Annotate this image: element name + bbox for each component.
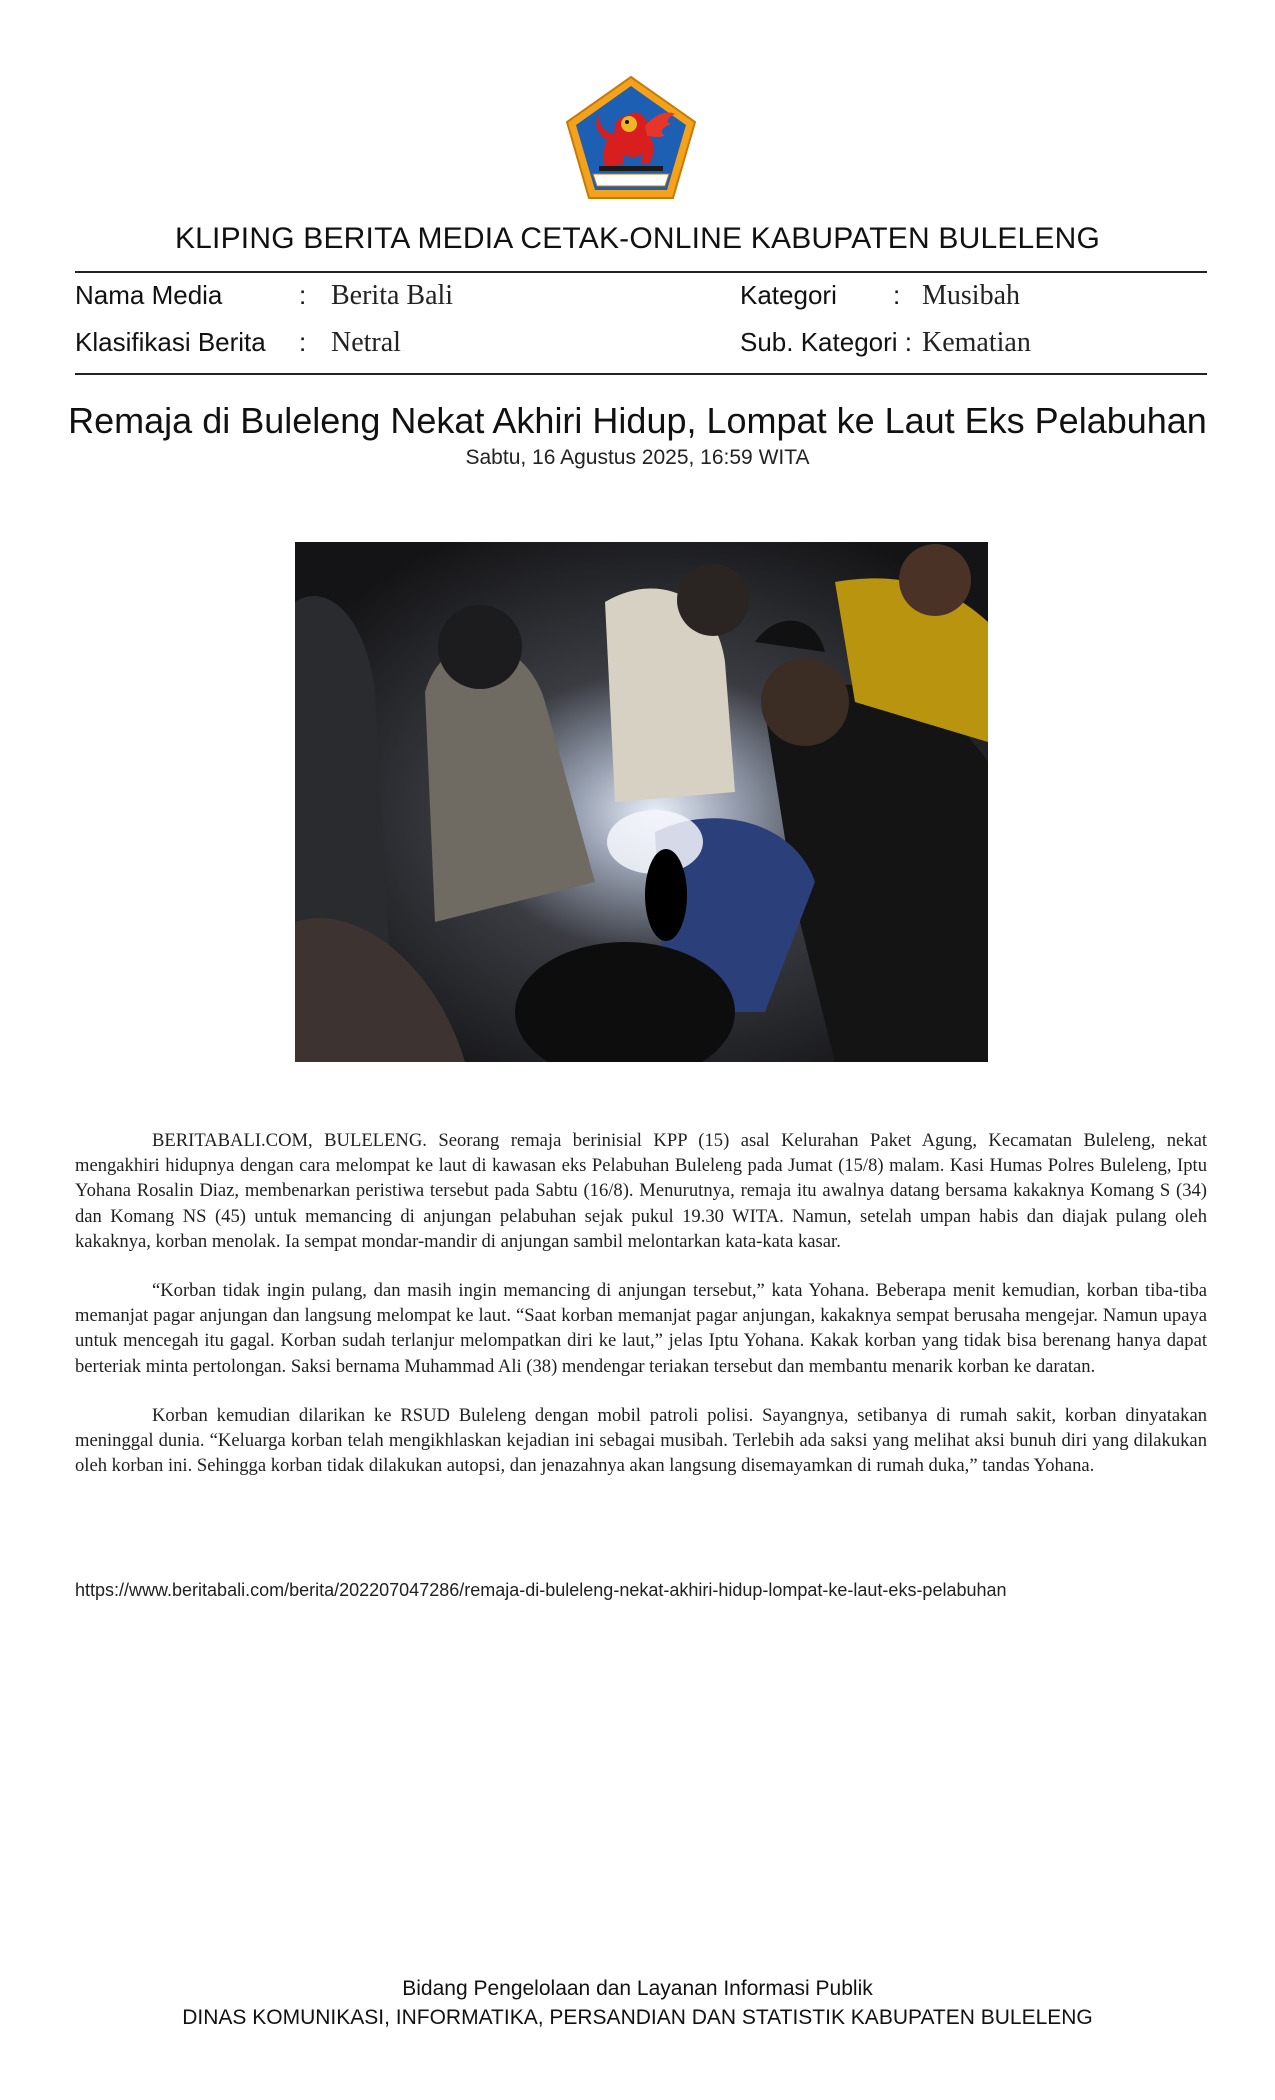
media-name-label: Nama Media (75, 280, 223, 310)
media-name-separator: : (299, 280, 307, 310)
header-divider (75, 271, 1207, 273)
footer-agency: DINAS KOMUNIKASI, INFORMATIKA, PERSANDIAN DAN STATISTIK KABUPATEN BULELENG (182, 2006, 1093, 2029)
classification-label: Klasifikasi Berita (75, 327, 266, 357)
media-name-value: Berita Bali (331, 280, 454, 311)
subcategory-value: Kematian (922, 327, 1031, 358)
article-paragraph: BERITABALI.COM, BULELENG. Seorang remaja berinisial KPP (15) asal Kelurahan Paket Agung, Kecamatan Buleleng, nekat mengakhiri hidupnya dengan cara melompat ke laut di kawasan eks Pelabuhan Buleleng pada Jumat (15/8) malam. Kasi Humas Polres Buleleng, Iptu Yohana Rosalin Diaz, membenarkan peristiwa tersebut pada Sabtu (16/8). Menurutnya, remaja itu awalnya datang bersama kakaknya Komang S (34) dan Komang NS (45) untuk memancing di anjungan pelabuhan sejak pukul 19.30 WITA. Namun, setelah umpan habis dan diajak pulang oleh kakaknya, korban menolak. Ia sempat mondar-mandir di anjungan sambil melontarkan kata-kata kasar. (75, 1130, 1207, 1252)
classification-separator: : (299, 327, 307, 357)
footer-division: Bidang Pengelolaan dan Layanan Informasi Publik (402, 1977, 873, 2000)
source-url-link[interactable]: https://www.beritabali.com/berita/202207047286/remaja-di-buleleng-nekat-akhiri-hidup-lompat-ke-laut-eks-pelabuhan (75, 1580, 1007, 1600)
category-separator: : (893, 280, 901, 310)
meta-divider (75, 373, 1207, 375)
classification-value: Netral (331, 327, 401, 358)
article-photo (295, 542, 988, 1062)
article-title: Remaja di Buleleng Nekat Akhiri Hidup, Lompat ke Laut Eks Pelabuhan (68, 400, 1207, 441)
article-body (75, 1128, 1207, 1502)
category-value: Musibah (922, 280, 1020, 311)
category-label: Kategori (740, 280, 837, 310)
buleleng-regency-emblem-icon (563, 74, 699, 202)
article-date: Sabtu, 16 Agustus 2025, 16:59 WITA (465, 446, 810, 469)
meta-row-media (75, 280, 1207, 320)
meta-row-classification (75, 327, 1207, 367)
article-paragraph: “Korban tidak ingin pulang, dan masih ingin memancing di anjungan tersebut,” kata Yohana. Beberapa menit kemudian, korban tiba-tiba memanjat pagar anjungan dan langsung melompat ke laut. “Saat korban memanjat pagar anjungan, kakaknya sempat berusaha mengejar. Namun upaya untuk mencegah itu gagal. Korban sudah terlanjur melompatkan diri ke laut,” jelas Iptu Yohana. Kakak korban yang tidak bisa berenang hanya dapat berteriak minta pertolongan. Saksi bernama Muhammad Ali (38) mendengar teriakan tersebut dan membantu menarik korban ke daratan. (75, 1280, 1207, 1377)
subcategory-label: Sub. Kategori : (740, 327, 912, 357)
document-header-title: KLIPING BERITA MEDIA CETAK-ONLINE KABUPATEN BULELENG (174, 222, 1101, 255)
article-paragraph: Korban kemudian dilarikan ke RSUD Buleleng dengan mobil patroli polisi. Sayangnya, setibanya di rumah sakit, korban dinyatakan meninggal dunia. “Keluarga korban telah mengikhlaskan kejadian ini sebagai musibah. Terlebih ada saksi yang melihat aksi bunuh diri yang dilakukan oleh korban ini. Sehingga korban tidak dilakukan autopsi, dan jenazahnya akan langsung disemayamkan di rumah duka,” tandas Yohana. (75, 1404, 1207, 1477)
